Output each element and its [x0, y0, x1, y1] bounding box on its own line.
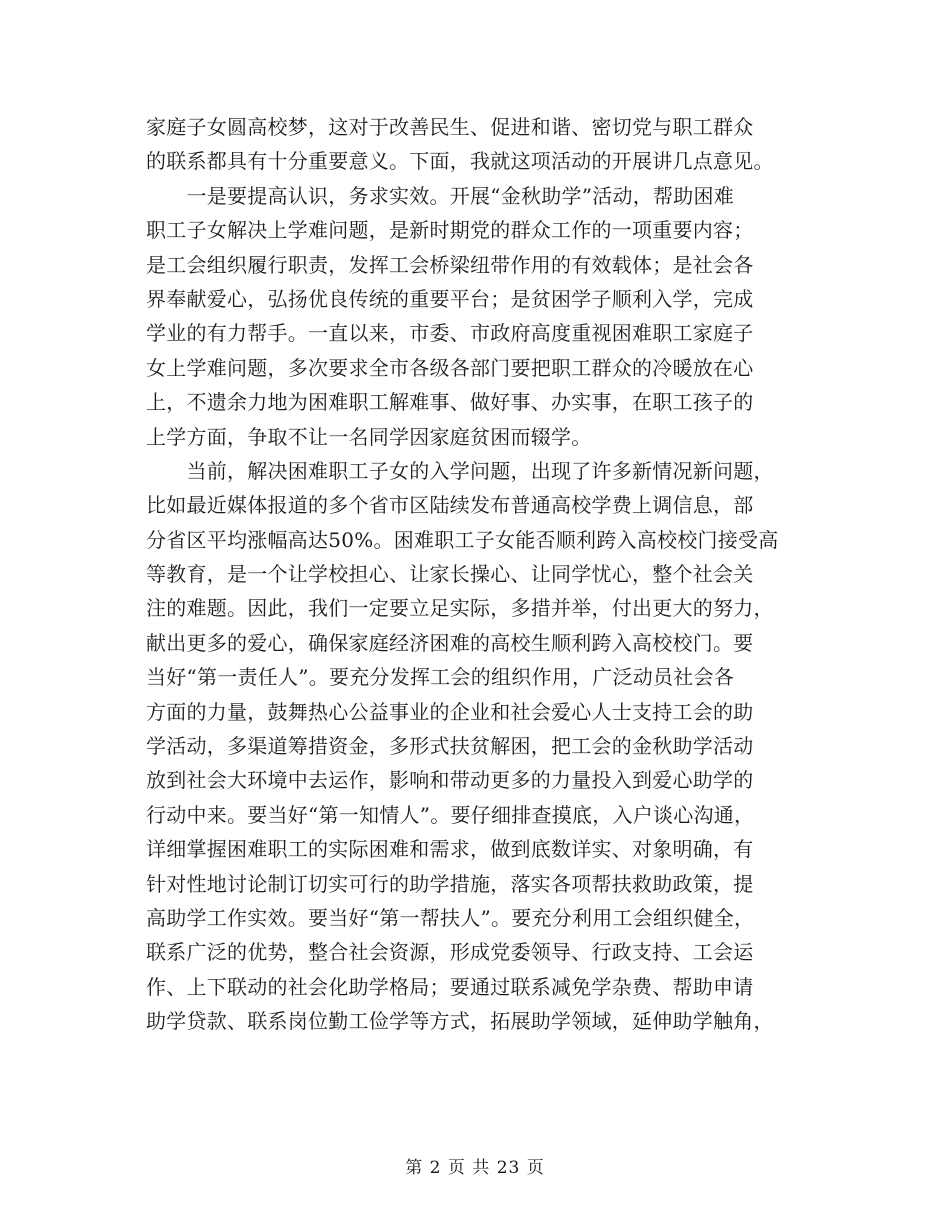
text-line: 的联系都具有十分重要意义。下面，我就这项活动的开展讲几点意见。 — [146, 149, 774, 174]
text-line: 助学贷款、联系岗位勤工俭学等方式，拓展助学领域，延伸助学触角， — [146, 1009, 774, 1034]
text-line: 方面的力量，鼓舞热心公益事业的企业和社会爱心人士支持工会的助 — [146, 699, 754, 724]
text-line: 上，不遗余力地为困难职工解难事、做好事、办实事，在职工孩子的 — [146, 390, 754, 415]
text-line: 行动中来。要当好“第一知情人”。要仔细排查摸底，入户谈心沟通， — [146, 802, 755, 827]
text-line: 作、上下联动的社会化助学格局；要通过联系减免学杂费、帮助申请 — [146, 974, 754, 999]
text-line: 献出更多的爱心，确保家庭经济困难的高校生顺利跨入高校校门。要 — [146, 630, 754, 655]
text-line: 当好“第一责任人”。要充分发挥工会的组织作用，广泛动员社会各 — [146, 665, 734, 690]
text-line: 详细掌握困难职工的实际困难和需求，做到底数详实、对象明确，有 — [146, 837, 754, 862]
text-line: 是工会组织履行职责，发挥工会桥梁纽带作用的有效载体；是社会各 — [146, 252, 754, 277]
body-text — [146, 110, 806, 1039]
text-line: 高助学工作实效。要当好“第一帮扶人”。要充分利用工会组织健全， — [146, 905, 755, 930]
text-line: 学业的有力帮手。一直以来，市委、市政府高度重视困难职工家庭子 — [146, 321, 754, 346]
page-number-footer: 第 2 页 共 23 页 — [405, 1158, 545, 1178]
text-line: 一是要提高认识，务求实效。开展“金秋助学”活动，帮助困难 — [146, 183, 734, 208]
text-line: 等教育，是一个让学校担心、让家长操心、让同学忧心，整个社会关 — [146, 562, 754, 587]
text-line: 放到社会大环境中去运作，影响和带动更多的力量投入到爱心助学的 — [146, 768, 754, 793]
text-line: 职工子女解决上学难问题，是新时期党的群众工作的一项重要内容； — [146, 218, 754, 243]
text-line: 界奉献爱心，弘扬优良传统的重要平台；是贫困学子顺利入学，完成 — [146, 286, 754, 311]
text-line: 针对性地讨论制订切实可行的助学措施，落实各项帮扶救助政策，提 — [146, 871, 754, 896]
text-line: 分省区平均涨幅高达50%。困难职工子女能否顺利跨入高校校门接受高 — [146, 527, 779, 552]
text-line: 注的难题。因此，我们一定要立足实际，多措并举，付出更大的努力， — [146, 596, 774, 621]
text-line: 联系广泛的优势，整合社会资源，形成党委领导、行政支持、工会运 — [146, 940, 754, 965]
text-line: 学活动，多渠道筹措资金，多形式扶贫解困，把工会的金秋助学活动 — [146, 734, 754, 759]
text-line: 当前，解决困难职工子女的入学问题，出现了许多新情况新问题， — [146, 458, 774, 483]
text-line: 比如最近媒体报道的多个省市区陆续发布普通高校学费上调信息，部 — [146, 493, 754, 518]
text-line: 上学方面，争取不让一名同学因家庭贫困而辍学。 — [146, 424, 592, 449]
text-line: 家庭子女圆高校梦，这对于改善民生、促进和谐、密切党与职工群众 — [146, 115, 754, 139]
text-line: 女上学难问题，多次要求全市各级各部门要把职工群众的冷暖放在心 — [146, 355, 754, 380]
